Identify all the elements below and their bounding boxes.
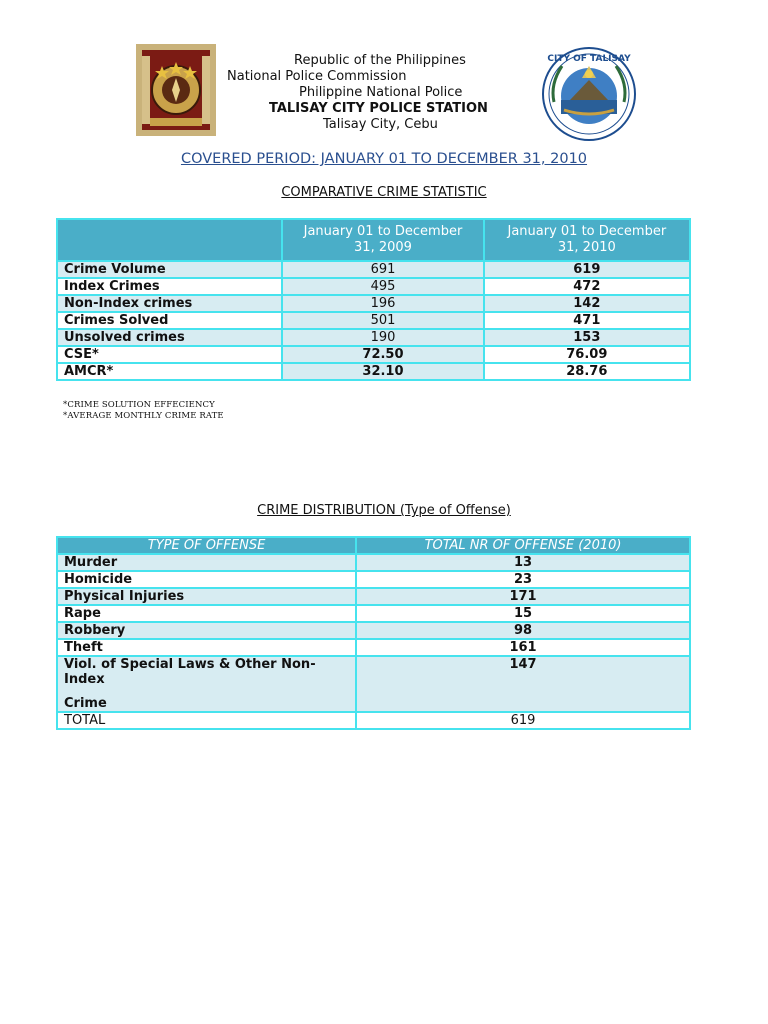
table-row xyxy=(57,656,690,712)
table-row xyxy=(57,295,690,312)
value-2010: 76.09 xyxy=(484,346,690,363)
header-pnp: Philippine National Police xyxy=(299,85,463,100)
offense-label-multiline xyxy=(57,656,356,712)
table-row xyxy=(57,622,690,639)
value-2010: 471 xyxy=(484,312,690,329)
value-2009: 495 xyxy=(282,278,483,295)
header-city: Talisay City, Cebu xyxy=(323,117,438,132)
covered-period: COVERED PERIOD: JANUARY 01 TO DECEMBER 31, 2010 xyxy=(180,151,588,167)
table-row xyxy=(57,363,690,380)
table-row xyxy=(57,588,690,605)
header-station: TALISAY CITY POLICE STATION xyxy=(269,101,488,116)
offense-count: 161 xyxy=(356,639,690,656)
value-2009: 196 xyxy=(282,295,483,312)
total-offense-header: TOTAL NR OF OFFENSE (2010) xyxy=(356,537,690,554)
row-label: Unsolved crimes xyxy=(57,329,282,346)
total-label: TOTAL xyxy=(57,712,356,729)
row-label: AMCR* xyxy=(57,363,282,380)
value-2009: 72.50 xyxy=(282,346,483,363)
offense-label-line2: Crime xyxy=(64,696,107,711)
table-row xyxy=(57,278,690,295)
distribution-table xyxy=(56,536,691,730)
table-row xyxy=(57,329,690,346)
comparative-title: COMPARATIVE CRIME STATISTIC xyxy=(281,185,487,200)
header-republic: Republic of the Philippines xyxy=(294,53,466,68)
value-2009: 190 xyxy=(282,329,483,346)
value-2010: 142 xyxy=(484,295,690,312)
offense-count: 13 xyxy=(356,554,690,571)
row-label: CSE* xyxy=(57,346,282,363)
value-2009: 32.10 xyxy=(282,363,483,380)
table-row xyxy=(57,261,690,278)
offense-label: Homicide xyxy=(57,571,356,588)
comparative-header-row xyxy=(57,219,690,261)
offense-count: 15 xyxy=(356,605,690,622)
note-amcr: *AVERAGE MONTHLY CRIME RATE xyxy=(63,411,224,421)
note-cse: *CRIME SOLUTION EFFECIENCY xyxy=(63,400,215,410)
col-2009-line2: 31, 2009 xyxy=(354,240,412,255)
table-row xyxy=(57,605,690,622)
value-2010: 472 xyxy=(484,278,690,295)
offense-label: Rape xyxy=(57,605,356,622)
offense-count: 23 xyxy=(356,571,690,588)
col-2010-line2: 31, 2010 xyxy=(557,240,616,255)
row-label: Index Crimes xyxy=(57,278,282,295)
offense-label: Robbery xyxy=(57,622,356,639)
table-row xyxy=(57,346,690,363)
total-value: 619 xyxy=(356,712,690,729)
table-row xyxy=(57,571,690,588)
city-of-talisay-seal xyxy=(540,44,638,144)
col-2009-line1: January 01 to December xyxy=(303,224,463,239)
col-2010-line1: January 01 to December xyxy=(507,224,667,239)
comparative-table xyxy=(56,218,691,381)
offense-label: Physical Injuries xyxy=(57,588,356,605)
offense-count: 98 xyxy=(356,622,690,639)
pnp-logo xyxy=(136,44,216,136)
svg-text:CITY OF TALISAY: CITY OF TALISAY xyxy=(547,54,631,64)
table-row xyxy=(57,639,690,656)
type-of-offense-header: TYPE OF OFFENSE xyxy=(57,537,356,554)
header-napolcom: National Police Commission xyxy=(227,69,407,84)
value-2010: 619 xyxy=(484,261,690,278)
col-2010-header xyxy=(484,219,690,261)
offense-label: Theft xyxy=(57,639,356,656)
col-2009-header xyxy=(282,219,483,261)
distribution-title: CRIME DISTRIBUTION (Type of Offense) xyxy=(257,503,511,518)
offense-label: Murder xyxy=(57,554,356,571)
offense-count: 171 xyxy=(356,588,690,605)
distribution-header-row xyxy=(57,537,690,554)
table-row xyxy=(57,554,690,571)
header-blank-cell xyxy=(57,219,282,261)
total-row xyxy=(57,712,690,729)
row-label: Crimes Solved xyxy=(57,312,282,329)
value-2009: 691 xyxy=(282,261,483,278)
row-label: Non-Index crimes xyxy=(57,295,282,312)
value-2009: 501 xyxy=(282,312,483,329)
row-label: Crime Volume xyxy=(57,261,282,278)
offense-count: 147 xyxy=(356,656,690,712)
table-row xyxy=(57,312,690,329)
value-2010: 28.76 xyxy=(484,363,690,380)
value-2010: 153 xyxy=(484,329,690,346)
offense-label: Viol. of Special Laws & Other Non-Index xyxy=(64,657,316,687)
